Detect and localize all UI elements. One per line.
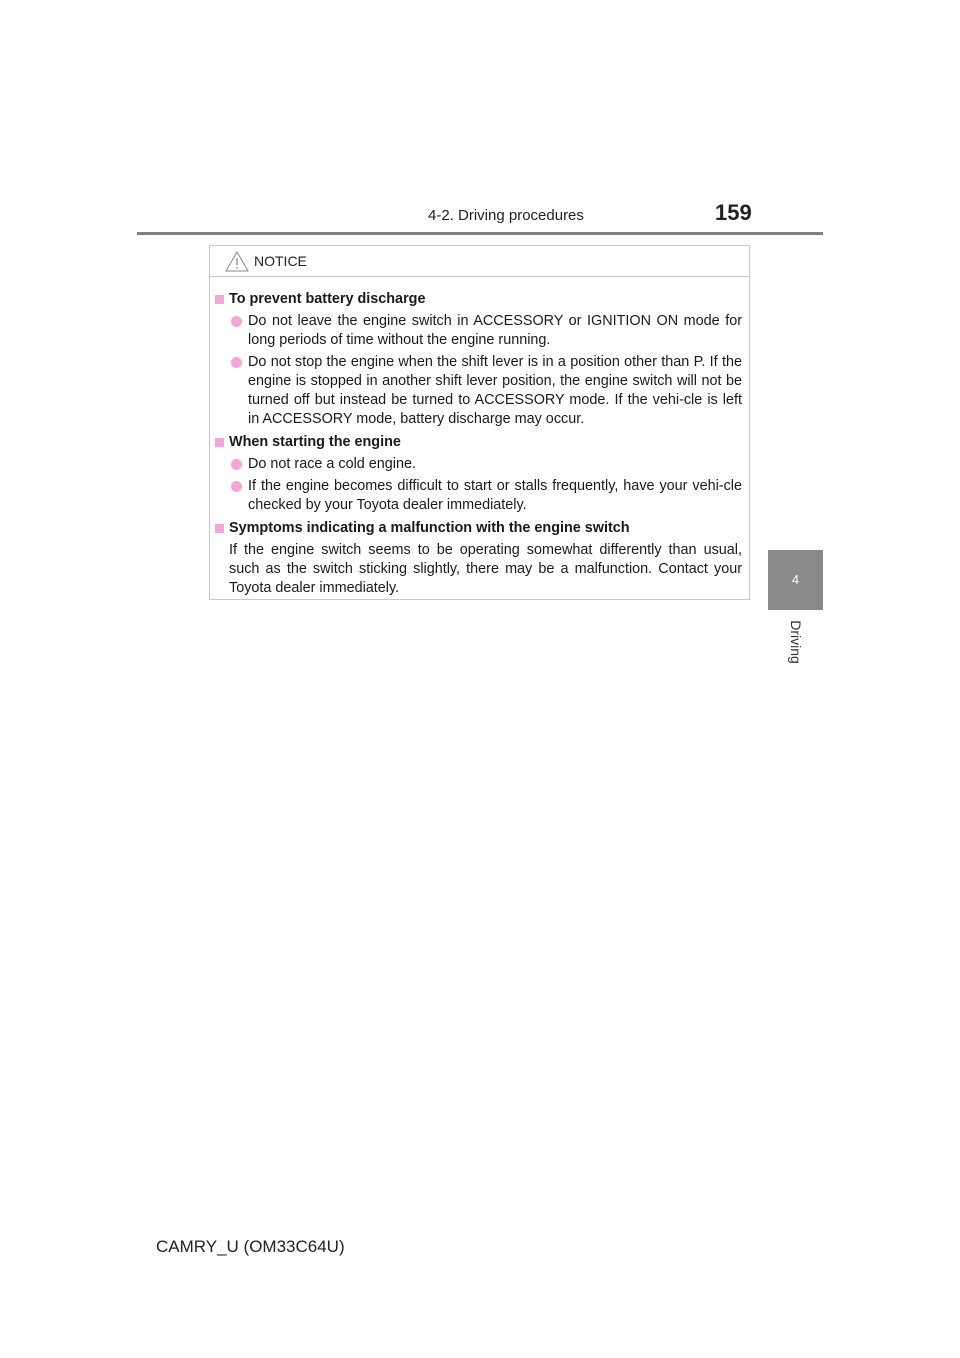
chapter-tab: 4 xyxy=(768,550,823,610)
notice-header xyxy=(210,246,749,277)
footer-model-code: CAMRY_U (OM33C64U) xyxy=(156,1237,345,1256)
header-divider xyxy=(137,232,823,235)
circle-bullet-icon xyxy=(231,357,242,368)
list-item xyxy=(215,353,742,429)
list-item-text: Do not leave the engine switch in ACCESSORY or IGNITION ON mode for long periods of time without the engine running. xyxy=(248,313,742,348)
section-heading-text: When starting the engine xyxy=(229,434,401,450)
section-paragraph: If the engine switch seems to be operating somewhat differently than usual, such as the switch sticking slightly, there may be a malfunction. Contact your Toyota dealer immediately. xyxy=(229,542,742,596)
section-heading xyxy=(215,433,742,452)
circle-bullet-icon xyxy=(231,316,242,327)
chapter-label-text: Driving xyxy=(787,620,804,664)
square-bullet-icon xyxy=(215,438,224,447)
list-item xyxy=(215,477,742,515)
chapter-side-label xyxy=(768,612,823,672)
list-item-text: Do not stop the engine when the shift lever is in a position other than P. If the engine is stopped in another shift lever position, the engine switch will not be turned off but instead be turned to ACCESSORY mode. If the vehi-cle is left in ACCESSORY mode, battery discharge may occur. xyxy=(248,354,742,427)
square-bullet-icon xyxy=(215,524,224,533)
section-heading xyxy=(215,519,742,538)
list-item-text: Do not race a cold engine. xyxy=(248,456,417,472)
section-heading xyxy=(215,290,742,309)
circle-bullet-icon xyxy=(231,481,242,492)
circle-bullet-icon xyxy=(231,459,242,470)
square-bullet-icon xyxy=(215,295,224,304)
list-item xyxy=(215,455,742,474)
notice-body xyxy=(210,277,749,598)
section-heading-text: To prevent battery discharge xyxy=(229,291,426,307)
notice-box xyxy=(209,245,750,600)
list-item xyxy=(215,312,742,350)
warning-triangle-icon xyxy=(225,251,249,272)
section-heading-text: Symptoms indicating a malfunction with the engine switch xyxy=(229,520,630,536)
header-section-title: 4-2. Driving procedures xyxy=(428,207,584,224)
notice-title: NOTICE xyxy=(254,253,307,269)
page-number: 159 xyxy=(715,200,752,225)
list-item-text: If the engine becomes difficult to start or stalls frequently, have your vehi-cle checked by your Toyota dealer immediately. xyxy=(248,478,742,513)
